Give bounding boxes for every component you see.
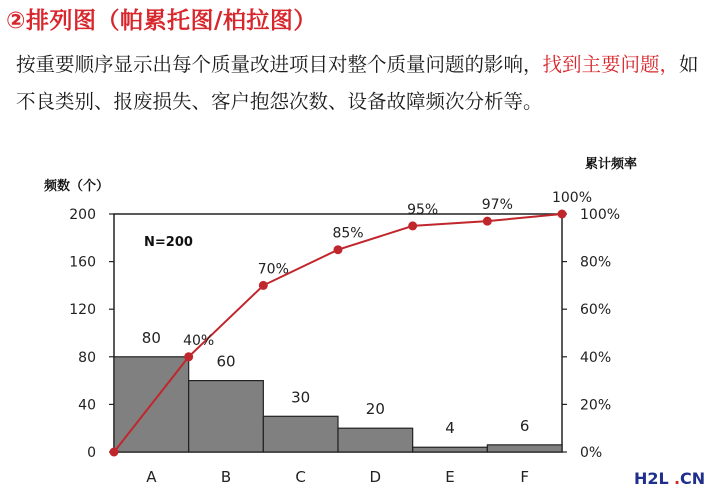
bar [189,381,264,452]
y-tick-label: 200 [69,207,96,223]
description-highlight: 找到主要问题， [542,53,680,76]
y2-tick-label: 100% [580,207,621,223]
bar-value-label: 6 [519,416,530,435]
cumulative-label: 85% [332,225,364,242]
bar-value-label: 60 [216,352,236,371]
y2-axis-title: 累计频率 [585,157,638,172]
y2-tick-label: 80% [580,254,612,271]
description-text-2: 如不良类别、报废损失、客户抱怨次数、设备故障频次分析等。 [16,53,699,113]
page-title: ②排列图（帕累托图/柏拉图） [6,8,317,34]
cumulative-point [334,245,343,254]
bar [487,445,562,452]
bar-value-label: 4 [445,419,455,438]
watermark [634,469,705,488]
y2-tick-label: 20% [580,397,612,414]
y-tick-label: 120 [69,302,96,319]
cumulative-label: 40% [183,332,215,349]
cumulative-label: 97% [481,197,513,214]
watermark-cn: CN [680,469,706,488]
category-label: A [146,468,157,486]
bar-value-label: 30 [291,388,311,407]
pareto-chart [0,140,720,498]
y2-tick-label: 0% [580,445,603,461]
cumulative-point [558,210,567,219]
bar [338,428,413,452]
cumulative-point [483,217,492,226]
category-label: F [520,468,529,486]
y2-tick-label: 60% [580,302,612,319]
y-tick-label: 40 [78,397,96,414]
watermark-h2l: H2L [634,469,669,488]
bar-value-label: 80 [141,328,161,347]
y-tick-label: 0 [87,445,96,461]
y-tick-label: 80 [78,349,96,366]
y2-tick-label: 40% [580,349,612,366]
n-annotation: N=200 [144,235,193,250]
y-axis-title: 频数（个） [44,179,110,194]
cumulative-point [110,448,119,457]
bar [413,447,488,452]
cumulative-label: 100% [551,190,593,206]
description [16,46,716,120]
cumulative-point [408,221,417,230]
y-tick-label: 160 [69,254,96,271]
cumulative-point [184,352,193,361]
watermark-dot: . [674,469,681,488]
category-label: C [295,468,306,486]
category-label: D [369,468,382,486]
bar-value-label: 20 [365,400,385,419]
description-text: 按重要顺序显示出每个质量改进项目对整个质量问题的影响， [16,53,543,76]
category-label: E [445,468,455,486]
cumulative-label: 70% [257,261,289,278]
cumulative-point [259,281,268,290]
bar [263,416,338,452]
category-label: B [220,468,232,486]
cumulative-label: 95% [407,201,439,218]
